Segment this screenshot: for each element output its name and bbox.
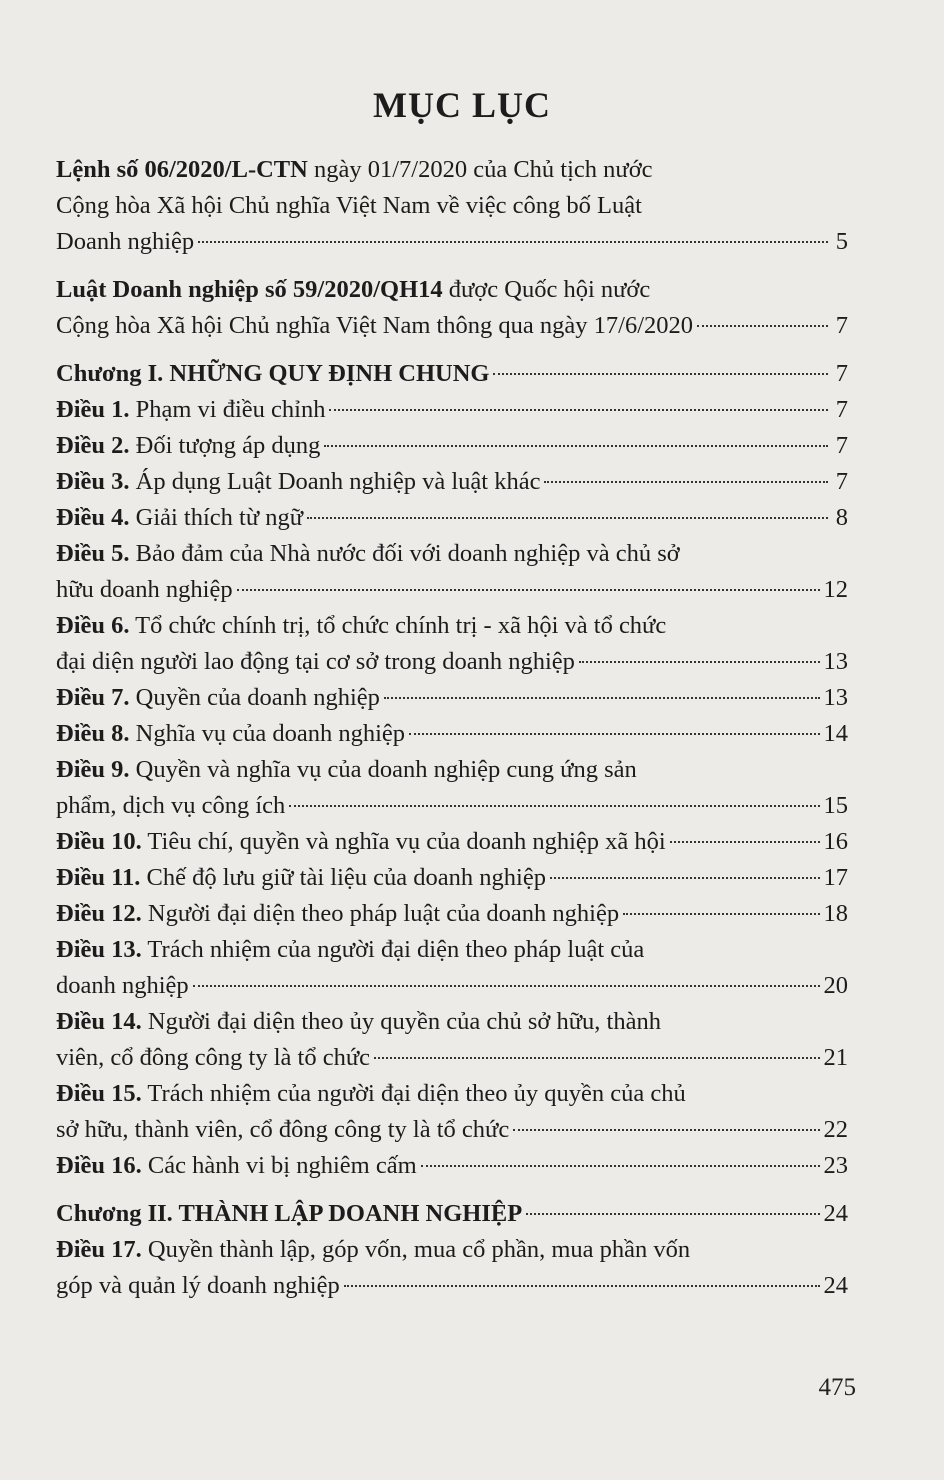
toc-entry-text: Giải thích từ ngữ [129, 504, 304, 531]
toc-entry-text: Doanh nghiệp [56, 228, 195, 255]
toc-entry [56, 716, 848, 752]
toc-entry-heading: Điều 4. [56, 504, 130, 531]
toc-entry-last-line [56, 1112, 848, 1148]
dot-leader [421, 1165, 820, 1167]
toc-entry-text: Đối tượng áp dụng [129, 432, 321, 459]
toc-entry [56, 272, 848, 344]
toc-entry [56, 1148, 848, 1184]
toc-entry-last-line [56, 464, 848, 500]
toc-entry-heading: Chương I. NHỮNG QUY ĐỊNH CHUNG [56, 360, 490, 387]
toc-entry-heading: Điều 16. [56, 1152, 142, 1179]
toc-page-ref: 7 [835, 432, 848, 459]
toc-entry [56, 392, 848, 428]
toc-entry-line [56, 1076, 848, 1112]
toc-page-ref: 5 [835, 228, 848, 255]
dot-leader [513, 1129, 819, 1131]
toc-entry-text: viên, cổ đông công ty là tổ chức [56, 1044, 371, 1071]
toc-page-ref: 24 [823, 1272, 848, 1299]
dot-leader [324, 445, 828, 447]
toc-entry [56, 1232, 848, 1304]
toc-page-ref: 7 [835, 468, 848, 495]
toc-entry-last-line [56, 356, 848, 392]
toc-entry-heading: Điều 10. [56, 828, 142, 855]
toc-entry-text: Áp dụng Luật Doanh nghiệp và luật khác [129, 468, 541, 495]
toc-entry-text: Trách nhiệm của người đại diện theo pháp luật của [141, 936, 645, 963]
toc-page-ref: 7 [835, 360, 848, 387]
toc-entry-text: Tiêu chí, quyền và nghĩa vụ của doanh nghiệp xã hội [141, 828, 666, 855]
dot-leader [493, 373, 828, 375]
toc-entry [56, 356, 848, 392]
toc-entry-line [56, 152, 848, 188]
toc-entry [56, 428, 848, 464]
toc-entry-text: Người đại diện theo pháp luật của doanh nghiệp [141, 900, 620, 927]
dot-leader [579, 661, 820, 663]
toc-entry [56, 464, 848, 500]
dot-leader [289, 805, 819, 807]
toc-entry [56, 1004, 848, 1076]
toc-entry-heading: Chương II. THÀNH LẬP DOANH NGHIỆP [56, 1200, 523, 1227]
toc-entry [56, 152, 848, 260]
toc-entry-text: Phạm vi điều chỉnh [129, 396, 326, 423]
toc-entry-line [56, 536, 848, 572]
toc-page-ref: 18 [823, 900, 848, 927]
toc-entry-heading: Điều 14. [56, 1008, 142, 1035]
dot-leader [307, 517, 828, 519]
toc-entry-heading: Điều 9. [56, 756, 130, 783]
toc-entry-last-line [56, 1196, 848, 1232]
toc-entry-line [56, 188, 848, 224]
toc-entry-text: Chế độ lưu giữ tài liệu của doanh nghiệp [140, 864, 546, 891]
toc-entry-last-line [56, 392, 848, 428]
toc-entry-text: Người đại diện theo ủy quyền của chủ sở hữu, thành [141, 1008, 661, 1035]
toc-entry-line [56, 608, 848, 644]
toc-page-ref: 16 [823, 828, 848, 855]
toc-entry-last-line [56, 308, 848, 344]
toc-entry-line [56, 1004, 848, 1040]
toc-entry-heading: Điều 2. [56, 432, 130, 459]
toc-entry-last-line [56, 716, 848, 752]
dot-leader [193, 985, 820, 987]
toc-page-ref: 15 [823, 792, 848, 819]
dot-leader [409, 733, 819, 735]
toc-entry-last-line [56, 680, 848, 716]
toc-entry-text: sở hữu, thành viên, cổ đông công ty là tổ chức [56, 1116, 510, 1143]
toc-entry-last-line [56, 500, 848, 536]
toc-entry [56, 1076, 848, 1148]
toc-entry-heading: Lệnh số 06/2020/L-CTN [56, 156, 308, 183]
toc-page-ref: 12 [823, 576, 848, 603]
dot-leader [329, 409, 828, 411]
toc-entry-text: phẩm, dịch vụ công ích [56, 792, 286, 819]
dot-leader [198, 241, 828, 243]
toc-entry-heading: Luật Doanh nghiệp số 59/2020/QH14 [56, 276, 443, 303]
toc-entry-heading: Điều 6. [56, 612, 130, 639]
dot-leader [384, 697, 820, 699]
toc-entry [56, 896, 848, 932]
toc-entry-text: Các hành vi bị nghiêm cấm [141, 1152, 417, 1179]
toc-entry-heading: Điều 11. [56, 864, 141, 891]
toc-entry-text: đại diện người lao động tại cơ sở trong doanh nghiệp [56, 648, 575, 675]
toc-entry-heading: Điều 7. [56, 684, 130, 711]
toc-entry-last-line [56, 1148, 848, 1184]
toc-entry-heading: Điều 17. [56, 1236, 142, 1263]
toc-page-ref: 20 [823, 972, 848, 999]
toc-page-ref: 22 [823, 1116, 848, 1143]
toc-page-ref: 23 [823, 1152, 848, 1179]
dot-leader [344, 1285, 820, 1287]
toc-entry-last-line [56, 1268, 848, 1304]
toc-entry [56, 680, 848, 716]
toc-entry-text: Nghĩa vụ của doanh nghiệp [129, 720, 406, 747]
toc-page-ref: 7 [835, 312, 848, 339]
dot-leader [550, 877, 820, 879]
toc-entry-text: góp và quản lý doanh nghiệp [56, 1272, 340, 1299]
toc-entry [56, 860, 848, 896]
dot-leader [526, 1213, 819, 1215]
dot-leader [623, 913, 819, 915]
toc-entry-text: hữu doanh nghiệp [56, 576, 233, 603]
toc-entry-last-line [56, 644, 848, 680]
toc-entry-last-line [56, 572, 848, 608]
toc-entry-last-line [56, 788, 848, 824]
dot-leader [670, 841, 820, 843]
toc-page-ref: 17 [823, 864, 848, 891]
toc-entry-heading: Điều 12. [56, 900, 142, 927]
toc-entry-line [56, 1232, 848, 1268]
toc-page-ref: 13 [823, 648, 848, 675]
toc-entry-heading: Điều 5. [56, 540, 130, 567]
toc-entry-last-line [56, 860, 848, 896]
toc-entry-last-line [56, 968, 848, 1004]
toc-entry-heading: Điều 8. [56, 720, 130, 747]
toc-entry-text: Quyền thành lập, góp vốn, mua cổ phần, mua phần vốn [141, 1236, 691, 1263]
toc-entry-last-line [56, 428, 848, 464]
toc-entry-text: Cộng hòa Xã hội Chủ nghĩa Việt Nam về việc công bố Luật [56, 192, 642, 219]
toc-entry-text: Quyền và nghĩa vụ của doanh nghiệp cung ứng sản [129, 756, 637, 783]
toc-list [56, 152, 848, 1304]
page-number: 475 [818, 1374, 856, 1401]
toc-entry [56, 1196, 848, 1232]
toc-entry-heading: Điều 15. [56, 1080, 142, 1107]
toc-entry-text: doanh nghiệp [56, 972, 189, 999]
toc-entry [56, 824, 848, 860]
toc-page-ref: 8 [835, 504, 848, 531]
page-title: MỤC LỤC [373, 85, 551, 125]
dot-leader [697, 325, 828, 327]
toc-page-ref: 21 [823, 1044, 848, 1071]
toc-entry-text: Cộng hòa Xã hội Chủ nghĩa Việt Nam thông qua ngày 17/6/2020 [56, 312, 694, 339]
toc-entry-line [56, 752, 848, 788]
toc-entry [56, 500, 848, 536]
toc-entry-heading: Điều 3. [56, 468, 130, 495]
toc-entry-text: được Quốc hội nước [442, 276, 651, 303]
toc-page-ref: 7 [835, 396, 848, 423]
toc-entry-text: Tổ chức chính trị, tổ chức chính trị - xã hội và tổ chức [129, 612, 667, 639]
toc-entry [56, 536, 848, 608]
toc-entry-text: Quyền của doanh nghiệp [129, 684, 380, 711]
toc-entry [56, 932, 848, 1004]
dot-leader [544, 481, 828, 483]
toc-entry-heading: Điều 1. [56, 396, 130, 423]
toc-page-ref: 14 [823, 720, 848, 747]
toc-entry-last-line [56, 824, 848, 860]
toc-page-ref: 24 [823, 1200, 848, 1227]
dot-leader [237, 589, 820, 591]
dot-leader [374, 1057, 819, 1059]
toc-entry-last-line [56, 1040, 848, 1076]
toc-entry-line [56, 932, 848, 968]
toc-entry-last-line [56, 896, 848, 932]
toc-entry-text: Bảo đảm của Nhà nước đối với doanh nghiệp và chủ sở [129, 540, 680, 567]
toc-page-ref: 13 [823, 684, 848, 711]
toc-entry-last-line [56, 224, 848, 260]
toc-entry-heading: Điều 13. [56, 936, 142, 963]
toc-entry [56, 752, 848, 824]
toc-entry [56, 608, 848, 680]
toc-entry-text: Trách nhiệm của người đại diện theo ủy quyền của chủ [141, 1080, 686, 1107]
toc-entry-line [56, 272, 848, 308]
toc-entry-text: ngày 01/7/2020 của Chủ tịch nước [307, 156, 653, 183]
